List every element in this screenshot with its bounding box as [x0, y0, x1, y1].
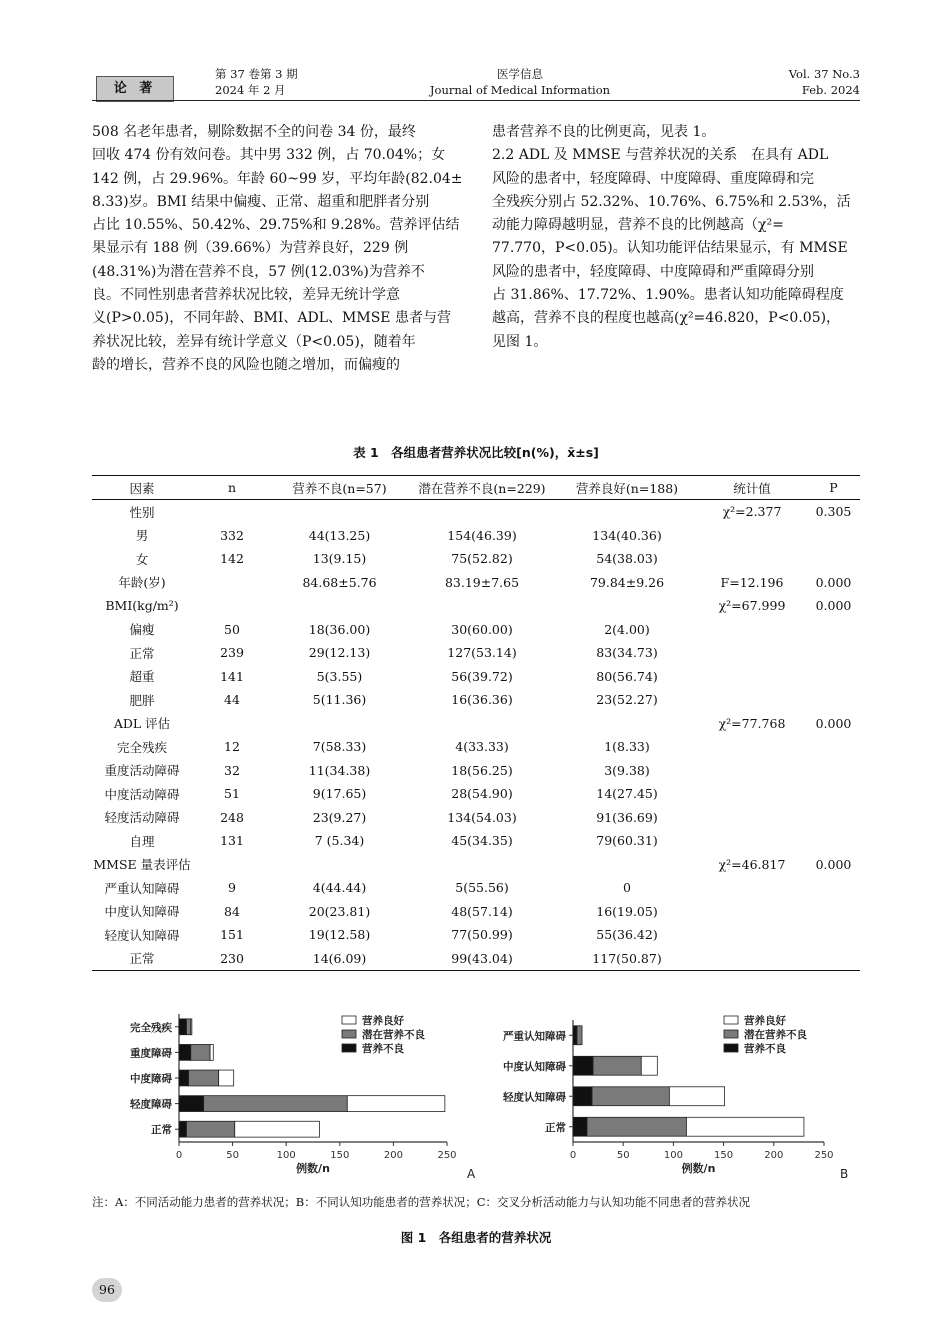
- row-label-cell: 年龄(岁): [118, 575, 166, 591]
- table-cell: 16(36.36): [451, 692, 513, 708]
- legend-label: 潜在营养不良: [744, 1029, 807, 1041]
- bar-segment: [210, 1044, 213, 1060]
- chart-b: [480, 1000, 860, 1190]
- table-cell: 79.84±9.26: [589, 574, 665, 590]
- header-cell: 统计值: [697, 476, 807, 500]
- table-cell: [807, 923, 860, 947]
- table-cell: [192, 594, 272, 618]
- journal-name-en: Journal of Medical Information: [429, 83, 611, 97]
- row-label-cell: 自理: [129, 833, 155, 849]
- table-cell: [697, 829, 807, 853]
- bar-segment: [669, 1087, 724, 1106]
- row-label-cell: 偏瘦: [129, 622, 155, 638]
- table-row: [92, 829, 860, 853]
- row-label-cell: MMSE 量表评估: [93, 857, 191, 873]
- bar-segment: [179, 1070, 189, 1086]
- table-cell: [272, 712, 407, 736]
- x-tick-label: 50: [226, 1150, 239, 1161]
- x-axis-title: 例数/n: [681, 1162, 716, 1175]
- table-cell: 99(43.04): [407, 947, 557, 971]
- table-cell: [272, 853, 407, 877]
- table-cell: [697, 900, 807, 924]
- category-label: 轻度障碍: [130, 1098, 172, 1111]
- table-cell: 7(58.33): [312, 739, 367, 755]
- table-cell: χ²=77.768: [718, 715, 786, 731]
- legend-label: 营养良好: [744, 1015, 786, 1027]
- table-1: [92, 475, 860, 971]
- table-cell: 54(38.03): [596, 551, 658, 567]
- table-cell: 32: [224, 762, 240, 778]
- header-cell: 因素: [92, 476, 192, 500]
- row-label-cell: 中度活动障碍: [104, 786, 180, 802]
- bar-segment: [189, 1070, 219, 1086]
- table-row: [92, 618, 860, 642]
- row-label-cell: 正常: [129, 645, 155, 661]
- table-cell: 75(52.82): [451, 551, 513, 567]
- bar-segment: [587, 1117, 686, 1136]
- table-cell: 5(11.36): [312, 692, 367, 708]
- table-cell: [697, 947, 807, 971]
- table-cell: [807, 688, 860, 712]
- table-cell: 11(34.38): [308, 762, 371, 778]
- table-cell: 332: [220, 527, 244, 543]
- table-row: [92, 735, 860, 759]
- table-cell: [807, 735, 860, 759]
- table-cell: 79(60.31): [596, 833, 658, 849]
- table-cell: 30(60.00): [451, 621, 513, 637]
- table-row: [92, 571, 860, 595]
- table-cell: 1(8.33): [604, 739, 650, 755]
- table-cell: 248: [220, 809, 244, 825]
- table-cell: [192, 500, 272, 524]
- row-label-cell: 肥胖: [129, 692, 155, 708]
- row-label-cell: 轻度认知障碍: [104, 927, 180, 943]
- text-line: 风险的患者中，轻度障碍、中度障碍和严重障碍分别: [492, 263, 814, 280]
- table-cell: 18(36.00): [308, 621, 371, 637]
- x-tick-label: 200: [383, 1150, 403, 1161]
- header-cell: P: [807, 476, 860, 500]
- table-row: [92, 641, 860, 665]
- table-cell: 18(56.25): [451, 762, 513, 778]
- page-number: 96: [92, 1278, 122, 1302]
- row-label-cell: 超重: [129, 669, 155, 685]
- figure-note: 注：A：不同活动能力患者的营养状况；B：不同认知功能患者的营养状况；C：交叉分析活动能力与认知功能不同患者的营养状况: [92, 1195, 751, 1209]
- header-rule: [92, 100, 860, 101]
- table-cell: 51: [224, 786, 240, 802]
- date-cn: 2024 年 2 月: [215, 83, 286, 97]
- x-tick-label: 50: [616, 1150, 630, 1161]
- bar-segment: [573, 1087, 592, 1106]
- table-cell: 12: [224, 739, 240, 755]
- table-cell: [697, 759, 807, 783]
- x-tick-label: 250: [814, 1150, 834, 1161]
- table-cell: [807, 782, 860, 806]
- x-tick-label: 100: [276, 1150, 296, 1161]
- x-tick-label: 150: [330, 1150, 350, 1161]
- table-cell: [807, 947, 860, 971]
- table-cell: 142: [220, 551, 244, 567]
- table-cell: [697, 665, 807, 689]
- table-cell: [807, 876, 860, 900]
- table-cell: 84.68±5.76: [302, 574, 377, 590]
- table-cell: 14(27.45): [596, 786, 658, 802]
- volume-en: Vol. 37 No.3: [788, 67, 860, 81]
- table-cell: [407, 500, 557, 524]
- text-line: 风险的患者中，轻度障碍、中度障碍、重度障碍和完: [492, 170, 814, 187]
- category-label: 正常: [151, 1124, 172, 1137]
- bar-segment: [686, 1117, 803, 1136]
- table-cell: 4(33.33): [455, 739, 509, 755]
- table-row: [92, 547, 860, 571]
- row-label-cell: 中度认知障碍: [104, 904, 180, 920]
- text-line: 占 31.86%、17.72%、1.90%。患者认知功能障碍程度: [492, 287, 844, 304]
- table-cell: [697, 524, 807, 548]
- bar-segment: [573, 1056, 593, 1075]
- table-cell: 151: [220, 927, 244, 943]
- table-cell: 23(52.27): [596, 692, 658, 708]
- table-cell: [407, 594, 557, 618]
- chart-a: [92, 1000, 492, 1190]
- legend-swatch: [724, 1044, 738, 1052]
- right-column: [492, 121, 860, 354]
- legend-label: 潜在营养不良: [362, 1029, 425, 1041]
- table-cell: [557, 500, 697, 524]
- bar-segment: [191, 1044, 210, 1060]
- table-cell: [807, 806, 860, 830]
- table-cell: 55(36.42): [596, 927, 658, 943]
- table-cell: 117(50.87): [557, 947, 697, 971]
- bar-segment: [179, 1096, 204, 1112]
- bar-segment: [235, 1121, 320, 1137]
- table-cell: 45(34.35): [451, 833, 513, 849]
- text-line: 77.770，P<0.05)。认知功能评估结果显示，有 MMSE: [492, 240, 848, 257]
- x-tick-label: 0: [175, 1150, 183, 1161]
- table-cell: 5(3.55): [316, 668, 363, 684]
- journal-name-cn: 医学信息: [497, 67, 543, 81]
- table-cell: 3(9.38): [604, 762, 650, 778]
- table-cell: [807, 641, 860, 665]
- table-header-row: [92, 476, 860, 500]
- category-label: 中度认知障碍: [503, 1060, 566, 1073]
- table-cell: 239: [220, 645, 244, 661]
- text-line: 全残疾分别占 52.32%、10.76%、6.75%和 2.53%，活: [492, 193, 851, 210]
- table-cell: [557, 712, 697, 736]
- x-axis-title: 例数/n: [296, 1162, 330, 1175]
- text-line: 回收 474 份有效问卷。其中男 332 例，占 70.04%；女: [92, 147, 446, 164]
- table-cell: 23(9.27): [312, 809, 367, 825]
- header-cell: 营养不良(n=57): [272, 476, 407, 500]
- header-cell: 潜在营养不良(n=229): [407, 476, 557, 500]
- bar-segment: [179, 1044, 191, 1060]
- text-line: 142 例，占 29.96%。年龄 60~99 岁，平均年龄(82.04±: [92, 170, 463, 187]
- table-cell: [192, 712, 272, 736]
- table-cell: [807, 759, 860, 783]
- table-cell: [697, 876, 807, 900]
- table-cell: 134(54.03): [447, 809, 517, 825]
- table-cell: χ²=67.999: [718, 598, 786, 614]
- table-cell: 84: [224, 903, 240, 919]
- text-line: 越高，营养不良的程度也越高(χ²=46.820，P<0.05)，: [492, 310, 841, 327]
- left-column: [92, 121, 464, 377]
- bar-segment: [592, 1087, 669, 1106]
- table-cell: 44: [224, 692, 240, 708]
- bar-segment: [593, 1056, 641, 1075]
- table-row: [92, 900, 860, 924]
- row-label-cell: BMI(kg/m²): [105, 598, 179, 614]
- table-cell: 0.000: [815, 598, 852, 614]
- panel-label: A: [467, 1167, 476, 1181]
- text-line: 动能力障碍越明显，营养不良的比例越高（χ²=: [492, 217, 784, 234]
- table-cell: 0.000: [815, 574, 852, 590]
- legend-swatch: [724, 1016, 738, 1024]
- table-cell: [807, 665, 860, 689]
- table-cell: 0.305: [815, 504, 852, 520]
- row-label-cell: 女: [135, 551, 149, 567]
- table-cell: [697, 688, 807, 712]
- text-line: 良。不同性别患者营养状况比较，差异无统计学意: [92, 287, 400, 304]
- bar-segment: [641, 1056, 657, 1075]
- table-cell: 0.000: [815, 856, 852, 872]
- legend-swatch: [342, 1044, 356, 1052]
- table-row: [92, 665, 860, 689]
- category-label: 中度障碍: [130, 1073, 172, 1085]
- table-cell: 9: [228, 880, 236, 896]
- row-label-cell: 男: [135, 528, 149, 544]
- table-cell: [557, 853, 697, 877]
- table-cell: 230: [192, 947, 272, 971]
- table-cell: 7 (5.34): [314, 833, 365, 849]
- table-row: [92, 759, 860, 783]
- x-tick-label: 150: [714, 1150, 734, 1161]
- table-cell: χ²=2.377: [722, 504, 782, 520]
- table-cell: 29(12.13): [308, 645, 371, 661]
- table-row: [92, 947, 860, 971]
- table-cell: 83(34.73): [596, 645, 658, 661]
- row-label-cell: 完全残疾: [116, 739, 167, 755]
- table-cell: [697, 618, 807, 642]
- table-cell: χ²=46.817: [718, 856, 786, 872]
- table-cell: 50: [224, 621, 240, 637]
- table-cell: 14(6.09): [272, 947, 407, 971]
- bar-segment: [179, 1019, 187, 1035]
- table-row: [92, 806, 860, 830]
- table-row: [92, 594, 860, 618]
- table-cell: [697, 923, 807, 947]
- table-row: [92, 853, 860, 877]
- row-label-cell: 严重认知障碍: [104, 880, 180, 896]
- text-line: 患者营养不良的比例更高，见表 1。: [492, 124, 716, 140]
- table-cell: 154(46.39): [447, 527, 517, 543]
- category-label: 严重认知障碍: [503, 1030, 566, 1043]
- table-row: [92, 500, 860, 524]
- figure-caption: 图 1 各组患者的营养状况: [400, 1230, 552, 1245]
- table-cell: 0: [623, 880, 631, 896]
- table-cell: [697, 547, 807, 571]
- table-cell: 28(54.90): [451, 786, 513, 802]
- text-line: 508 名老年患者，剔除数据不全的问卷 34 份，最终: [92, 124, 416, 140]
- bar-segment: [179, 1121, 187, 1137]
- table-cell: 0.000: [815, 715, 852, 731]
- text-line: (48.31%)为潜在营养不良，57 例(12.03%)为营养不: [92, 263, 425, 280]
- volume-cn: 第 37 卷第 3 期: [215, 67, 298, 81]
- table-cell: 2(4.00): [604, 621, 650, 637]
- table-cell: 5(55.56): [455, 880, 509, 896]
- bar-segment: [347, 1096, 445, 1112]
- x-tick-label: 250: [437, 1150, 457, 1161]
- table-cell: 131: [220, 833, 244, 849]
- x-tick-label: 0: [569, 1150, 577, 1161]
- row-label-cell: 轻度活动障碍: [104, 810, 180, 826]
- table-cell: [407, 712, 557, 736]
- bar-segment: [204, 1096, 348, 1112]
- row-label-cell: 重度活动障碍: [104, 763, 180, 779]
- category-label: 正常: [545, 1121, 566, 1134]
- category-label: 完全残疾: [130, 1021, 172, 1034]
- table-cell: 80(56.74): [596, 668, 658, 684]
- table-cell: [557, 594, 697, 618]
- bar-segment: [573, 1117, 587, 1136]
- table-cell: [697, 641, 807, 665]
- text-line: 占比 10.55%、50.42%、29.75%和 9.28%。营养评估结: [92, 217, 460, 234]
- table-cell: 48(57.14): [451, 903, 513, 919]
- bar-segment: [187, 1121, 235, 1137]
- table-caption: 表 1 各组患者营养状况比较[n(%)，x̄±s]: [353, 445, 599, 460]
- table-row: [92, 524, 860, 548]
- table-cell: 9(17.65): [312, 786, 367, 802]
- section-badge: 论 著: [96, 76, 174, 102]
- table-cell: 83.19±7.65: [444, 574, 520, 590]
- table-cell: 4(44.44): [312, 880, 367, 896]
- table-cell: 13(9.15): [312, 551, 367, 567]
- text-line: 义(P>0.05)，不同年龄、BMI、ADL、MMSE 患者与营: [92, 310, 451, 327]
- table-cell: [807, 618, 860, 642]
- table-row: [92, 688, 860, 712]
- table-cell: 127(53.14): [447, 645, 517, 661]
- table-cell: [807, 900, 860, 924]
- bar-segment: [187, 1019, 191, 1035]
- table-cell: [192, 853, 272, 877]
- table-cell: 19(12.58): [308, 927, 371, 943]
- text-line: 养状况比较，差异有统计学意义（P<0.05)，随着年: [92, 333, 416, 350]
- table-cell: 77(50.99): [451, 927, 513, 943]
- table-cell: [192, 571, 272, 595]
- row-label-cell: 正常: [92, 947, 192, 971]
- table-cell: [407, 853, 557, 877]
- table-cell: F=12.196: [720, 574, 784, 590]
- legend-swatch: [724, 1030, 738, 1038]
- text-line: 见图 1。: [492, 333, 548, 350]
- header-cell: 营养良好(n=188): [557, 476, 697, 500]
- table-cell: [272, 500, 407, 524]
- table-cell: [272, 594, 407, 618]
- legend-label: 营养不良: [362, 1043, 404, 1055]
- table-cell: [807, 547, 860, 571]
- table-row: [92, 782, 860, 806]
- bar-segment: [573, 1026, 577, 1045]
- table-cell: [697, 735, 807, 759]
- text-line: 8.33)岁。BMI 结果中偏瘦、正常、超重和肥胖者分别: [92, 193, 430, 210]
- bar-segment: [219, 1070, 234, 1086]
- legend-label: 营养不良: [744, 1043, 786, 1055]
- bar-segment: [191, 1019, 192, 1035]
- legend-label: 营养良好: [362, 1015, 404, 1027]
- table-cell: 20(23.81): [308, 903, 371, 919]
- legend-swatch: [342, 1030, 356, 1038]
- category-label: 重度障碍: [130, 1047, 172, 1060]
- text-line: 果显示有 188 例（39.66%）为营养良好，229 例: [92, 240, 409, 257]
- header-cell: n: [192, 476, 272, 500]
- legend-swatch: [342, 1016, 356, 1024]
- x-tick-label: 100: [663, 1150, 683, 1161]
- date-en: Feb. 2024: [801, 83, 860, 97]
- table-cell: [697, 782, 807, 806]
- table-cell: 134(40.36): [592, 527, 662, 543]
- table-cell: 141: [220, 668, 244, 684]
- table-row: [92, 876, 860, 900]
- table-row: [92, 712, 860, 736]
- table-cell: [807, 829, 860, 853]
- row-label-cell: 性别: [129, 504, 155, 520]
- bar-segment: [577, 1026, 582, 1045]
- text-line: 2.2 ADL 及 MMSE 与营养状况的关系 在具有 ADL: [492, 147, 829, 164]
- table-cell: 16(19.05): [596, 903, 658, 919]
- table-cell: [697, 806, 807, 830]
- category-label: 轻度认知障碍: [503, 1091, 566, 1104]
- table-row: [92, 923, 860, 947]
- x-tick-label: 200: [764, 1150, 784, 1161]
- panel-label: B: [840, 1167, 849, 1181]
- text-line: 龄的增长，营养不良的风险也随之增加，而偏瘦的: [92, 356, 400, 373]
- table-cell: 44(13.25): [308, 527, 371, 543]
- row-label-cell: ADL 评估: [113, 716, 171, 732]
- table-cell: 91(36.69): [596, 809, 658, 825]
- table-cell: 56(39.72): [451, 668, 513, 684]
- table-cell: [807, 524, 860, 548]
